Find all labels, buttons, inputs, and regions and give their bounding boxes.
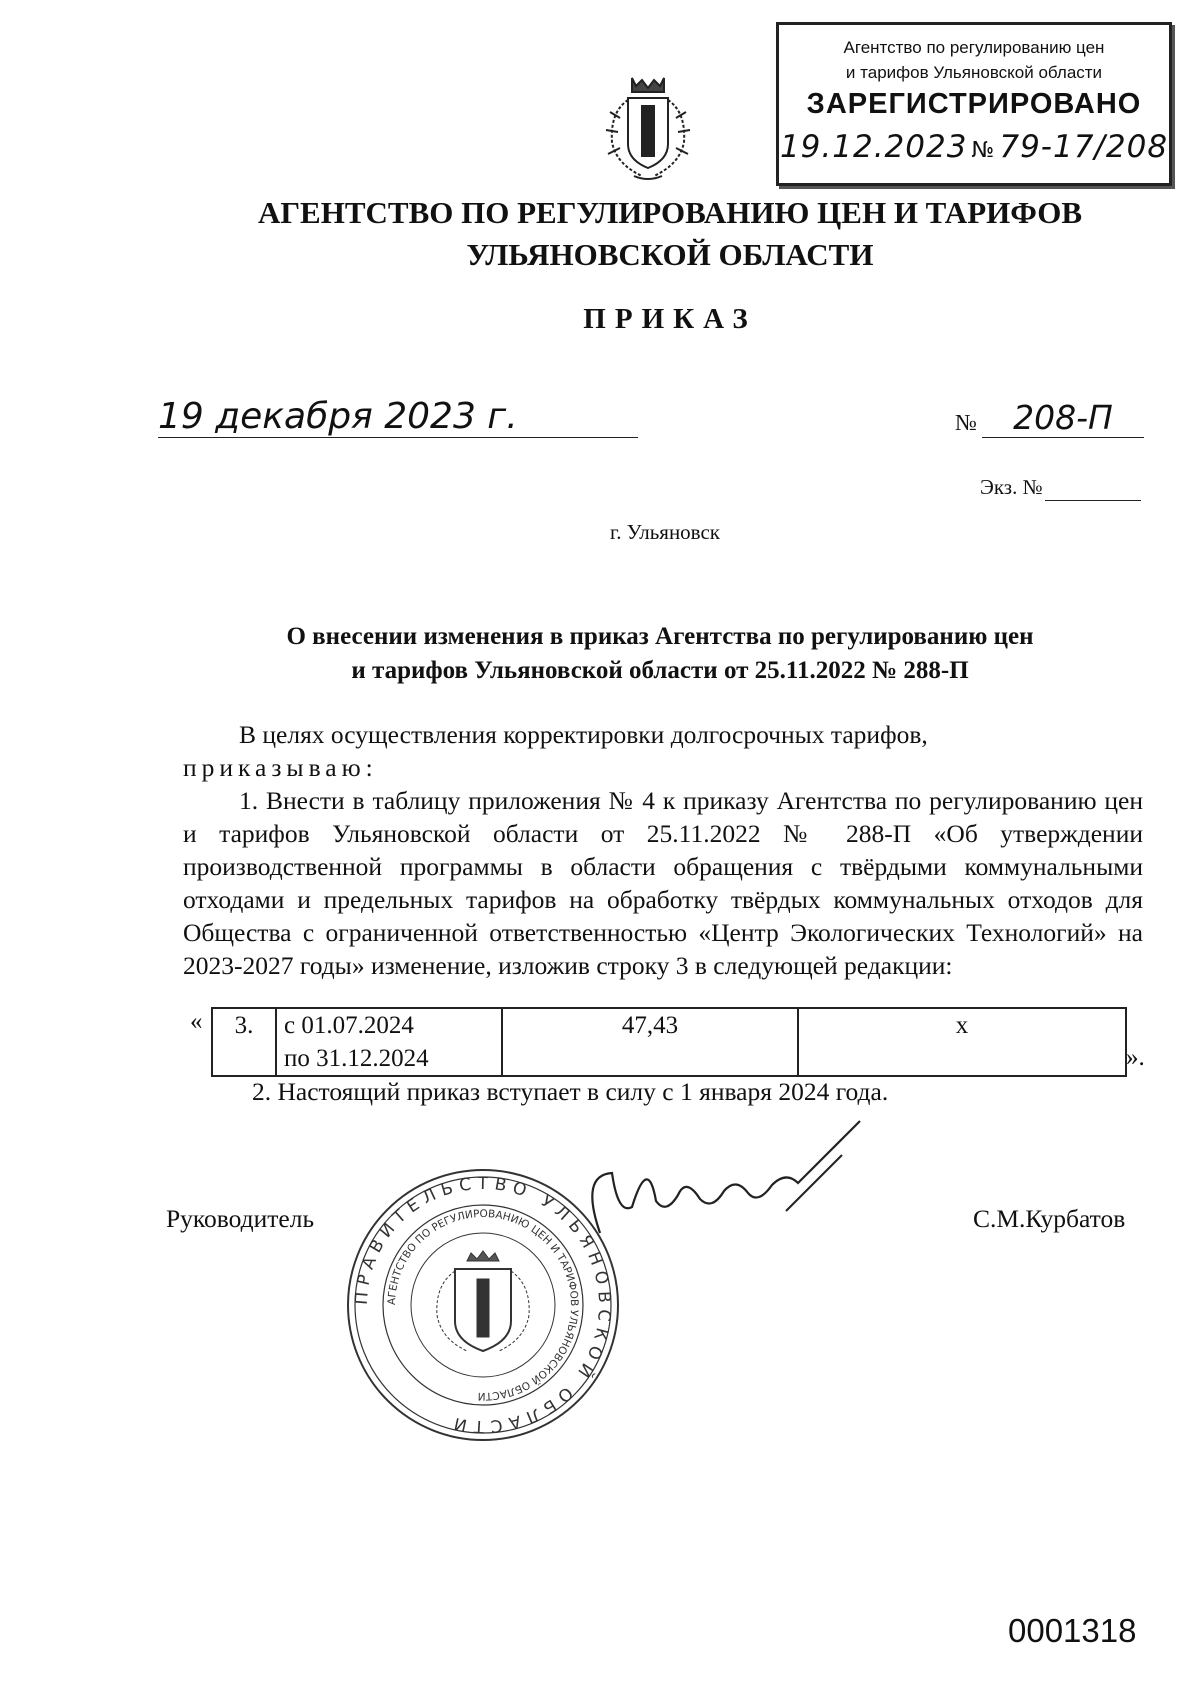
stamp-registration-entry [779,129,1169,165]
tariff-value: 47,43 [502,1008,798,1076]
seal-outer-text: ПРАВИТЕЛЬСТВО УЛЬЯНОВСКОЙ ОБЛАСТИ [351,1173,615,1437]
stamp-number-label: № [971,138,996,163]
order-number-label: № [955,410,977,435]
clause-2: 2. Настоящий приказ вступает в силу с 1 января 2024 года. [252,1077,889,1106]
intro-paragraph: В целях осуществления корректировки долгосрочных тарифов, [239,720,928,749]
agency-title [0,192,1200,276]
subject-line2: и тарифов Ульяновской области от 25.11.2022 № 288-П [351,657,969,684]
agency-title-line2: УЛЬЯНОВСКОЙ ОБЛАСТИ [466,237,874,272]
other-value: х [798,1008,1126,1076]
signer-position: Руководитель [166,1204,315,1233]
agency-title-line1: АГЕНТСТВО ПО РЕГУЛИРОВАНИЮ ЦЕН И ТАРИФОВ [257,195,1083,230]
coat-of-arms-icon [598,72,698,184]
handwritten-signature-icon [560,1115,880,1245]
row-number: 3. [212,1008,276,1076]
amendment-table [211,1007,1127,1077]
document-serial-number: 0001318 [1008,1612,1137,1649]
copy-number-label: Экз. № [980,475,1043,499]
table-open-quote: « [190,1008,203,1035]
stamp-date: 19.12.2023 [779,129,968,165]
period-from: с 01.07.2024 [284,1012,414,1039]
order-body [183,718,1143,982]
order-subject [160,620,1160,688]
order-number: 208-П [982,398,1144,438]
handwritten-date: 19 декабря 2023 г. [158,396,638,438]
subject-line1: О внесении изменения в приказ Агентства по регулированию цен [286,623,1034,650]
seal-inner-text: АГЕНТСТВО ПО РЕГУЛИРОВАНИЮ ЦЕН И ТАРИФОВ УЛЬЯНОВСКОЙ ОБЛАСТИ [385,1207,581,1403]
table-row [212,1008,1126,1076]
stamp-agency-line2: и тарифов Ульяновской области [845,63,1103,82]
stamp-status: ЗАРЕГИСТРИРОВАНО [806,88,1142,120]
registration-stamp [776,22,1172,186]
stamp-number: 79-17/208 [999,129,1169,165]
clause-1: 1. Внести в таблицу приложения № 4 к приказу Агентства по регулированию цен и тарифов Ульяновской области от 25.11.2022 № 288-П «Об утверждении производственной программы в области обращения с твёрдыми коммунальными отходами и предельных тарифов на обработку твёрдых коммунальных отходов для Общества с ограниченной ответственностью «Центр Экологических Технологий» на 2023-2027 годы» изменение, изложив строку 3 в следующей редакции: [183,786,1143,980]
stamp-agency-line1: Агентство по регулированию цен [843,38,1105,57]
period-cell [276,1008,502,1076]
table-close-quote: ». [1126,1044,1145,1071]
copy-number [980,475,1141,501]
copy-number-blank [1045,475,1141,501]
period-to: по 31.12.2024 [284,1045,429,1072]
order-word: приказываю: [183,753,378,782]
city: г. Ульяновск [609,520,720,544]
signer-name: С.М.Курбатов [973,1204,1126,1233]
document-type: ПРИКАЗ [583,303,757,335]
